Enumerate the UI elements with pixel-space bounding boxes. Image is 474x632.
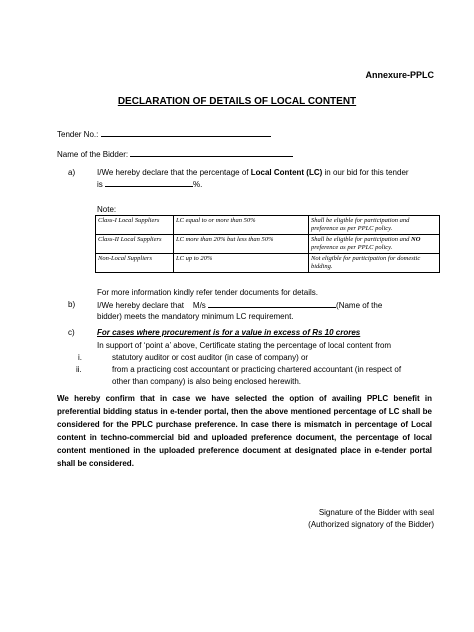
item-c-heading: For cases where procurement is for a value in excess of Rs 10 crores	[97, 328, 361, 337]
authorized-signatory-label: (Authorized signatory of the Bidder)	[308, 520, 434, 529]
table-cell: Non-Local Suppliers	[96, 254, 174, 273]
item-c-i-text: statutory auditor or cost auditor (in case of company) or	[112, 353, 309, 362]
item-b-line1-pre: I/We hereby declare that	[97, 301, 185, 310]
table-cell: Class-I Local Suppliers	[96, 216, 174, 235]
item-a-line1-post: in our bid for this tender	[322, 168, 409, 177]
confirmation-paragraph: We hereby confirm that in case we have selected the option of availing PPLC benefit in preferential bidding status in e-tender portal, then the above mentioned percentage of LC shall be considered for the PPLC purchase preference. In case there is mismatch in percentage of Local content in techno-commercial bid and uploaded preference document, the percentage of local content mentioned in the uploaded preference document at designated place in e-tender portal shall be considered.	[57, 394, 432, 468]
bidder-ms-blank[interactable]	[208, 299, 336, 308]
bidder-name-label: Name of the Bidder:	[57, 150, 129, 159]
tender-no-field	[57, 128, 271, 139]
item-a-marker: a)	[68, 168, 76, 177]
item-a-line1-pre: I/We hereby declare that the percentage of	[97, 168, 251, 177]
item-b-line1-post: (Name of the	[336, 301, 383, 310]
table-row	[96, 216, 440, 235]
item-c-marker: c)	[68, 328, 75, 337]
item-b-line1	[97, 299, 437, 311]
cell-bold: NO	[411, 236, 421, 243]
item-b-text	[97, 299, 437, 322]
item-c-i-marker: i.	[78, 353, 82, 362]
item-a-line2-pre: is	[97, 180, 103, 189]
bidder-name-blank[interactable]	[130, 148, 293, 157]
annexure-label: Annexure-PPLC	[365, 70, 434, 80]
table-row	[96, 254, 440, 273]
page-title: DECLARATION OF DETAILS OF LOCAL CONTENT	[117, 96, 357, 107]
cell-text: preference as per PPLC policy.	[311, 244, 393, 251]
table-cell: LC more than 20% but less than 50%	[174, 235, 309, 254]
more-info-text: For more information kindly refer tender documents for details.	[97, 288, 318, 297]
table-cell: LC up to 20%	[174, 254, 309, 273]
lc-table	[95, 215, 440, 273]
tender-no-label: Tender No.:	[57, 130, 99, 139]
item-a-text	[97, 167, 437, 190]
table-cell: Class-II Local Suppliers	[96, 235, 174, 254]
item-b-ms: M/s	[192, 301, 206, 310]
bidder-name-field	[57, 148, 293, 159]
table-cell: Shall be eligible for participation and preference as per PPLC policy.	[309, 216, 440, 235]
item-b-marker: b)	[68, 300, 76, 309]
item-c-ii-line1: from a practicing cost accountant or practicing chartered accountant (in respect of	[112, 365, 402, 374]
table-row	[96, 235, 440, 254]
cell-text: Shall be eligible for participation and	[311, 236, 412, 243]
lc-percent-blank[interactable]	[105, 178, 193, 187]
item-c-ii-marker: ii.	[76, 365, 82, 374]
item-c-support: In support of ‘point a’ above, Certificate stating the percentage of local content from	[97, 341, 392, 350]
note-label: Note:	[97, 205, 117, 214]
item-a-line1	[97, 167, 437, 178]
item-c-ii-line2: other than company) is also being enclosed herewith.	[112, 377, 301, 386]
item-a-line2	[97, 178, 437, 190]
item-b-line2: bidder) meets the mandatory minimum LC requirement.	[97, 312, 294, 321]
table-cell	[309, 235, 440, 254]
table-cell: LC equal to or more than 50%	[174, 216, 309, 235]
table-cell: Not eligible for participation for domestic bidding.	[309, 254, 440, 273]
signature-label: Signature of the Bidder with seal	[318, 508, 434, 517]
item-a-lc-bold: Local Content (LC)	[250, 168, 323, 177]
item-a-line2-post: %.	[193, 180, 203, 189]
tender-no-blank[interactable]	[101, 128, 271, 137]
